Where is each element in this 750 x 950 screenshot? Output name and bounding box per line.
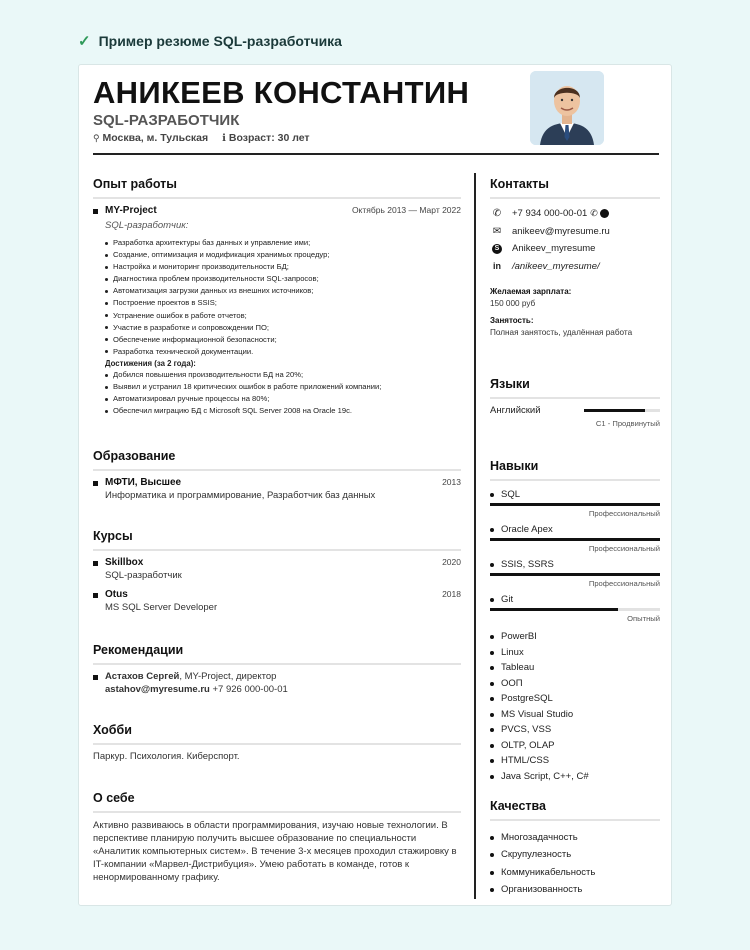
course-desc: SQL-разработчик [105,570,182,581]
hobby-title: Хобби [93,723,461,745]
location-pin-icon: ⚲ [93,133,100,143]
list-item: Участие в разработке и сопровождении ПО; [105,322,461,334]
linkedin-link[interactable]: /anikeev_myresume/ [512,260,600,272]
course-org: Skillbox [105,557,144,568]
experience-company: MY-Project [105,205,157,216]
about-section [93,791,461,884]
salary-label: Желаемая зарплата: [490,287,572,296]
page-header-title: Пример резюме SQL-разработчика [98,33,342,49]
skill-bar [490,538,660,541]
list-item: Обеспечение информационной безопасности; [105,334,461,346]
location: ⚲ Москва, м. Тульская [93,132,209,144]
education-entry [93,477,461,501]
languages-title: Языки [490,377,660,399]
skill-rated [490,559,660,588]
email-link[interactable]: anikeev@myresume.ru [512,225,610,237]
recommendation-entry [93,671,461,695]
experience-title: Опыт работы [93,177,461,199]
language-row [490,405,660,416]
skill-level: Опытный [627,614,660,623]
list-item: Создание, оптимизация и модификация хранимых процедур; [105,249,461,261]
list-item: Многозадачность [490,829,660,846]
about-title: О себе [93,791,461,813]
list-item: PowerBI [490,629,660,645]
entry-marker [93,561,98,566]
qualities-title: Качества [490,799,660,821]
experience-period: Октябрь 2013 — Март 2022 [351,205,461,215]
avatar [530,71,604,145]
education-section [93,449,461,501]
about-text: Активно развиваюсь в области программирования, изучаю новые технологии. В перспективе планирую получить высшее образование по специальности «Аналитик компьютерных систем». В течение 3-х месяцев проходил стажировку в IT-компании «Марвел-Дистрибуция». Умею работать в команде, готов к ненормированному графику. [93,820,457,883]
contact-email [490,223,660,241]
education-org: МФТИ, Высшее [105,477,182,488]
list-item: Выявил и устранил 18 критических ошибок в работе приложений компании; [105,381,461,393]
education-year: 2013 [442,477,461,487]
skype-icon: S [490,244,504,254]
list-item: PVCS, VSS [490,722,660,738]
list-item: Обеспечил миграцию БД с Microsoft SQL Server 2008 на Oracle 19c. [105,405,461,417]
recommendations-section [93,643,461,695]
language-bar [584,409,660,412]
education-desc: Информатика и программирование, Разработчик баз данных [105,490,376,501]
skill-name: Git [501,594,514,605]
language-bar-fill [584,409,645,412]
course-year: 2018 [442,589,461,599]
course-desc: MS SQL Server Developer [105,602,218,613]
skill-name: SQL [501,489,521,500]
telegram-icon [600,209,609,218]
duties-list [93,237,461,358]
recommender-email[interactable]: astahov@myresume.ru [105,684,210,695]
email-icon: ✉ [492,225,502,237]
list-item: Автоматизировал ручные процессы на 80%; [105,393,461,405]
recommendations-title: Рекомендации [93,643,461,665]
skill-bar [490,608,660,611]
list-item: MS Visual Studio [490,707,660,723]
skill-rated [490,524,660,553]
candidate-name: АНИКЕЕВ КОНСТАНТИН [93,75,470,110]
bullet-dot [490,563,494,567]
skill-level: Профессиональный [588,579,660,588]
skill-rated [490,594,660,623]
phone-link[interactable]: +7 934 000-00-01 [512,208,588,220]
course-org: Otus [105,589,128,600]
list-item: HTML/CSS [490,753,660,769]
list-item: Tableau [490,660,660,676]
bullet-dot [490,598,494,602]
list-item: Устранение ошибок в работе отчетов; [105,310,461,322]
check-icon: ✓ [78,33,91,50]
skype-link[interactable]: Anikeev_myresume [512,243,596,255]
list-item: Java Script, C++, C# [490,769,660,785]
header-divider [93,153,659,155]
course-entry [93,557,461,581]
courses-title: Курсы [93,529,461,551]
skill-bar-fill [490,573,660,576]
skill-name: SSIS, SSRS [501,559,554,570]
list-item: Коммуникабельность [490,864,660,881]
skills-plain-list [490,629,660,784]
list-item: Диагностика проблем производительности SQL-запросов; [105,273,461,285]
qualities-section [490,799,660,898]
phone-icon: ✆ [492,208,502,220]
bullet-dot [490,528,494,532]
list-item: Скрупулезность [490,846,660,863]
skill-level: Профессиональный [588,544,660,553]
candidate-meta [93,132,310,144]
language-name: Английский [490,405,541,416]
employment-label: Занятость: [490,316,534,325]
achievements-title: Достижения (за 2 года): [105,358,196,368]
list-item: Настройка и мониторинг производительности БД; [105,261,461,273]
skill-bar [490,573,660,576]
education-title: Образование [93,449,461,471]
achievements-list [93,369,461,417]
skill-bar-fill [490,503,660,506]
candidate-role: SQL-РАЗРАБОТЧИК [93,112,240,129]
entry-marker [93,209,98,214]
column-divider [474,173,476,899]
skills-title: Навыки [490,459,660,481]
experience-section [93,177,461,417]
recommender-phone: +7 926 000-00-01 [209,684,288,695]
skill-name: Oracle Apex [501,524,553,535]
experience-entry [93,205,461,231]
courses-section [93,529,461,613]
contact-skype [490,240,660,258]
list-item: Построение проектов в SSIS; [105,297,461,309]
skill-bar [490,503,660,506]
list-item: Linux [490,645,660,661]
skill-bar-fill [490,608,618,611]
entry-marker [93,481,98,486]
course-year: 2020 [442,557,461,567]
employment-value: Полная занятость, удалённая работа [490,328,633,337]
contacts-section [490,177,660,337]
list-item: ООП [490,676,660,692]
entry-marker [93,593,98,598]
skill-level: Профессиональный [588,509,660,518]
course-entry [93,589,461,613]
list-item: OLTP, OLAP [490,738,660,754]
list-item: Автоматизация загрузки данных из внешних источников; [105,285,461,297]
hobby-text: Паркур. Психология. Киберспорт. [93,751,240,762]
skill-rated [490,489,660,518]
list-item: Добился повышения производительности БД на 20%; [105,369,461,381]
recommender-details: , MY-Project, директор [179,671,277,682]
list-item: Организованность [490,881,660,898]
page-header [78,32,342,50]
entry-marker [93,675,98,680]
languages-section [490,377,660,428]
age: ℹ Возраст: 30 лет [222,132,310,144]
experience-position: SQL-разработчик: [105,220,189,231]
skills-section [490,459,660,784]
recommender-name: Астахов Сергей [105,671,180,682]
linkedin-icon: in [493,261,501,272]
salary-value: 150 000 руб [490,299,536,308]
contact-phone [490,205,660,223]
info-icon: ℹ [222,133,226,144]
contact-linkedin [490,258,660,276]
viber-icon: ✆ [590,208,598,219]
resume-sheet [78,64,672,906]
hobby-section [93,723,461,762]
bullet-dot [490,493,494,497]
language-level: C1 - Продвинутый [595,419,660,428]
list-item: Разработка архитектуры баз данных и управление ими; [105,237,461,249]
contacts-title: Контакты [490,177,660,199]
list-item: Разработка технической документации. [105,346,461,358]
skill-bar-fill [490,538,660,541]
list-item: PostgreSQL [490,691,660,707]
